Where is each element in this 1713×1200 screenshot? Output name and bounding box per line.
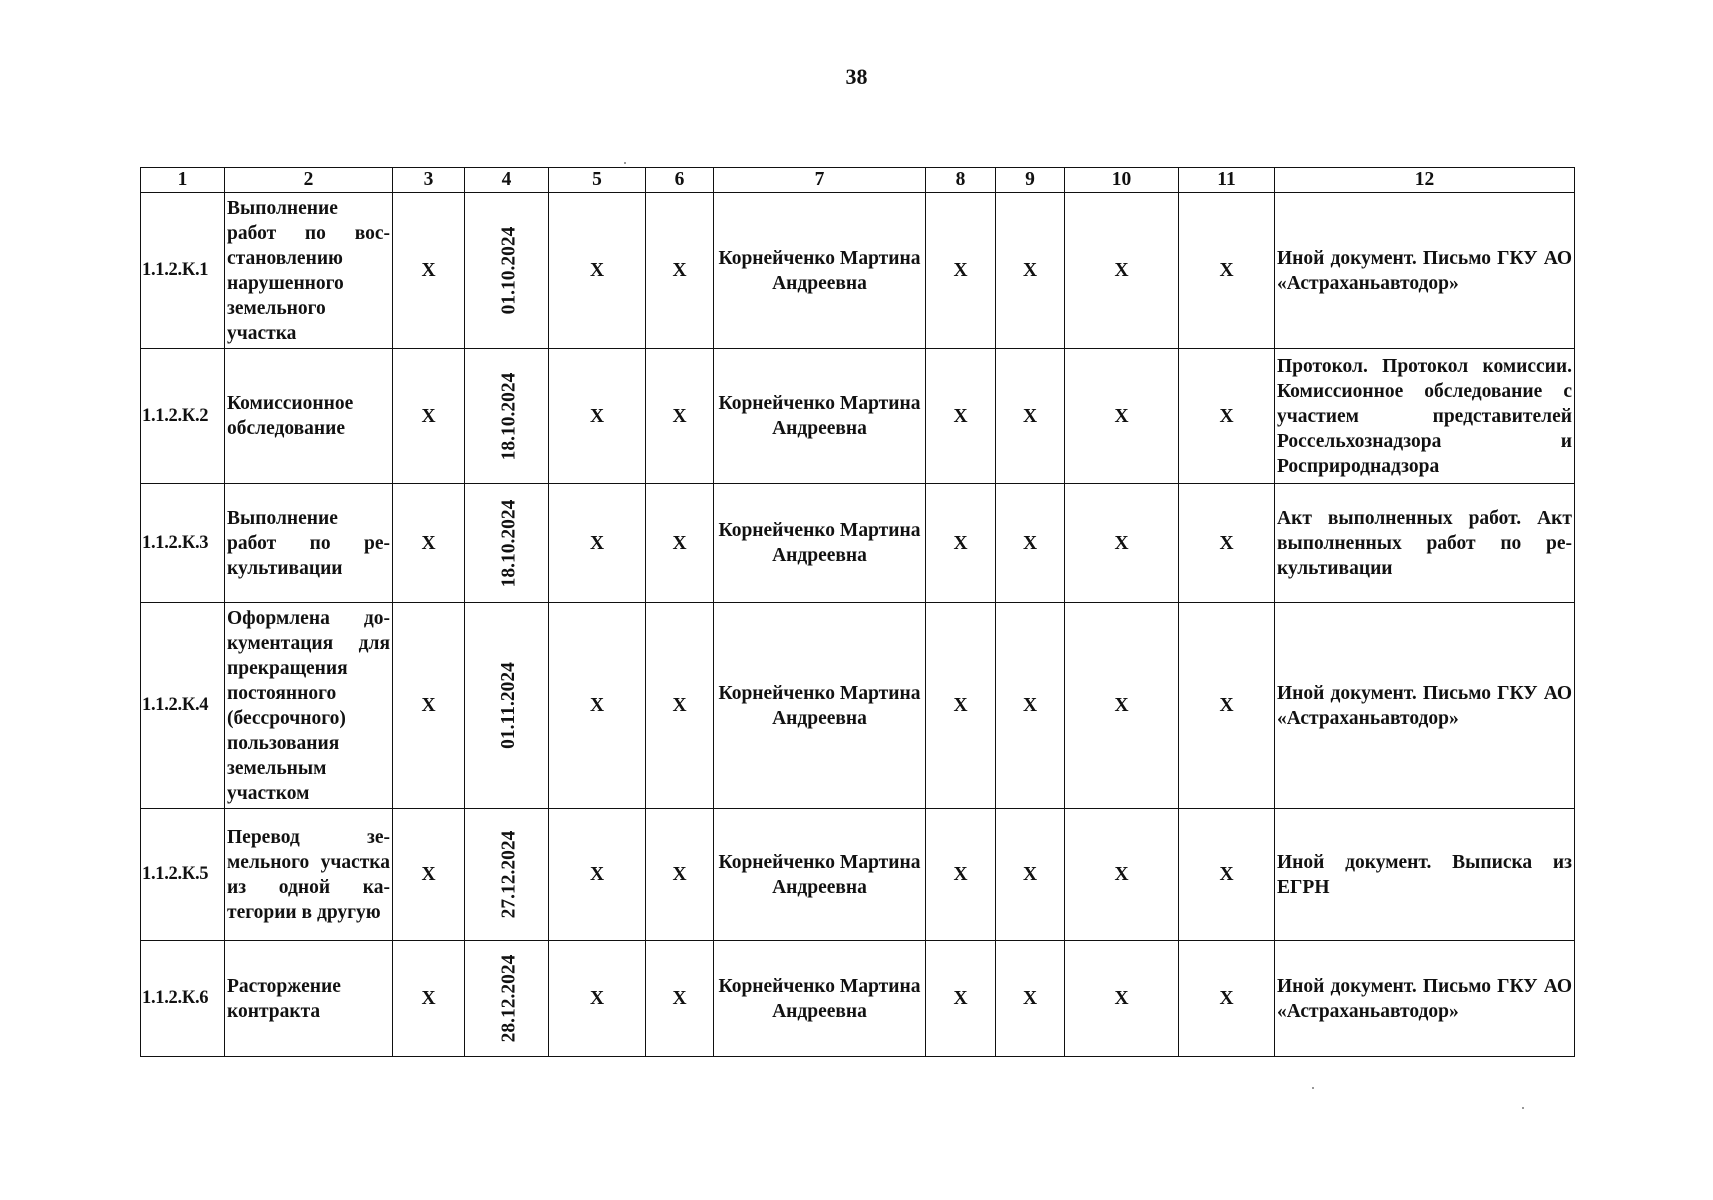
header-cell-11: 11 (1179, 168, 1275, 193)
cell-col10: Х (1065, 484, 1179, 603)
responsible-person: Корнейченко Мартина Андреевна (714, 484, 926, 603)
cell-col5: Х (549, 809, 646, 941)
cell-col6: Х (646, 484, 714, 603)
cell-col10: Х (1065, 349, 1179, 484)
responsible-person: Корнейченко Мартина Андреевна (714, 193, 926, 349)
cell-col11: Х (1179, 809, 1275, 941)
header-cell-2: 2 (225, 168, 393, 193)
responsible-person: Корнейченко Мартина Андреевна (714, 349, 926, 484)
control-points-table (140, 167, 1575, 1057)
cell-col8: Х (926, 484, 996, 603)
event-name: Оформлена документация для прекращения постоянного (бессрочного) пользования земельным участком (225, 603, 393, 809)
row-code: 1.1.2.К.5 (141, 809, 225, 941)
cell-col9: Х (996, 193, 1065, 349)
date-text: 28.12.2024 (498, 954, 520, 1043)
row-code: 1.1.2.К.6 (141, 941, 225, 1057)
table-row (141, 484, 1575, 603)
row-code: 1.1.2.К.1 (141, 193, 225, 349)
row-code: 1.1.2.К.4 (141, 603, 225, 809)
responsible-person: Корнейченко Мартина Андреевна (714, 941, 926, 1057)
header-cell-12: 12 (1275, 168, 1575, 193)
cell-col6: Х (646, 349, 714, 484)
cell-col8: Х (926, 349, 996, 484)
date-cell (465, 941, 549, 1057)
page-number: 38 (845, 64, 868, 89)
cell-col5: Х (549, 193, 646, 349)
header-cell-10: 10 (1065, 168, 1179, 193)
cell-col11: Х (1179, 484, 1275, 603)
date-cell (465, 193, 549, 349)
header-cell-9: 9 (996, 168, 1065, 193)
cell-col6: Х (646, 603, 714, 809)
cell-col3: Х (393, 349, 465, 484)
header-cell-1: 1 (141, 168, 225, 193)
date-cell (465, 349, 549, 484)
event-name: Выполнение работ по восстановлению нарушенного земельного участка (225, 193, 393, 349)
table-row (141, 349, 1575, 484)
header-cell-7: 7 (714, 168, 926, 193)
cell-col11: Х (1179, 603, 1275, 809)
cell-col10: Х (1065, 941, 1179, 1057)
table-row (141, 603, 1575, 809)
cell-col9: Х (996, 484, 1065, 603)
responsible-person: Корнейченко Мартина Андреевна (714, 603, 926, 809)
header-cell-8: 8 (926, 168, 996, 193)
cell-col5: Х (549, 349, 646, 484)
cell-col3: Х (393, 484, 465, 603)
cell-col6: Х (646, 193, 714, 349)
cell-col8: Х (926, 193, 996, 349)
header-cell-6: 6 (646, 168, 714, 193)
date-text: 18.10.2024 (498, 499, 520, 587)
cell-col11: Х (1179, 349, 1275, 484)
cell-col8: Х (926, 603, 996, 809)
header-cell-3: 3 (393, 168, 465, 193)
scan-speck (1312, 1087, 1314, 1089)
table-row (141, 941, 1575, 1057)
cell-col3: Х (393, 193, 465, 349)
date-text: 01.10.2024 (498, 226, 520, 315)
header-row (141, 168, 1575, 193)
event-name: Выполнение работ по рекультивации (225, 484, 393, 603)
responsible-person: Корнейченко Мартина Андреевна (714, 809, 926, 941)
cell-col9: Х (996, 603, 1065, 809)
cell-col10: Х (1065, 809, 1179, 941)
cell-col8: Х (926, 809, 996, 941)
row-code: 1.1.2.К.3 (141, 484, 225, 603)
cell-col5: Х (549, 484, 646, 603)
date-text: 18.10.2024 (498, 372, 520, 460)
date-cell (465, 603, 549, 809)
cell-col9: Х (996, 809, 1065, 941)
header-cell-4: 4 (465, 168, 549, 193)
scan-speck (1522, 1107, 1524, 1109)
cell-col8: Х (926, 941, 996, 1057)
cell-col11: Х (1179, 941, 1275, 1057)
table-row (141, 193, 1575, 349)
document-description: Иной документ. Письмо ГКУ АО «Астраханьавтодор» (1275, 941, 1575, 1057)
cell-col9: Х (996, 941, 1065, 1057)
cell-col5: Х (549, 603, 646, 809)
cell-col3: Х (393, 603, 465, 809)
cell-col3: Х (393, 809, 465, 941)
document-description: Иной документ. Письмо ГКУ АО «Астраханьавтодор» (1275, 193, 1575, 349)
cell-col5: Х (549, 941, 646, 1057)
date-cell (465, 484, 549, 603)
event-name: Комиссионное обследование (225, 349, 393, 484)
cell-col9: Х (996, 349, 1065, 484)
cell-col10: Х (1065, 193, 1179, 349)
event-name: Перевод земельного участка из одной категории в другую (225, 809, 393, 941)
document-description: Акт выполненных работ. Акт выполненных работ по рекультивации (1275, 484, 1575, 603)
cell-col3: Х (393, 941, 465, 1057)
table-row (141, 809, 1575, 941)
event-name: Расторжение контракта (225, 941, 393, 1057)
cell-col11: Х (1179, 193, 1275, 349)
row-code: 1.1.2.К.2 (141, 349, 225, 484)
cell-col6: Х (646, 809, 714, 941)
document-description: Иной документ. Письмо ГКУ АО «Астраханьавтодор» (1275, 603, 1575, 809)
cell-col10: Х (1065, 603, 1179, 809)
document-description: Иной документ. Выписка из ЕГРН (1275, 809, 1575, 941)
document-description: Протокол. Протокол комиссии. Комиссионное обследование с участием представителей Россельхознадзора и Росприроднадзора (1275, 349, 1575, 484)
cell-col6: Х (646, 941, 714, 1057)
date-text: 27.12.2024 (498, 830, 520, 919)
date-cell (465, 809, 549, 941)
control-points-table-container (140, 167, 1575, 1057)
scan-speck (624, 162, 626, 164)
date-text: 01.11.2024 (497, 662, 519, 749)
header-cell-5: 5 (549, 168, 646, 193)
